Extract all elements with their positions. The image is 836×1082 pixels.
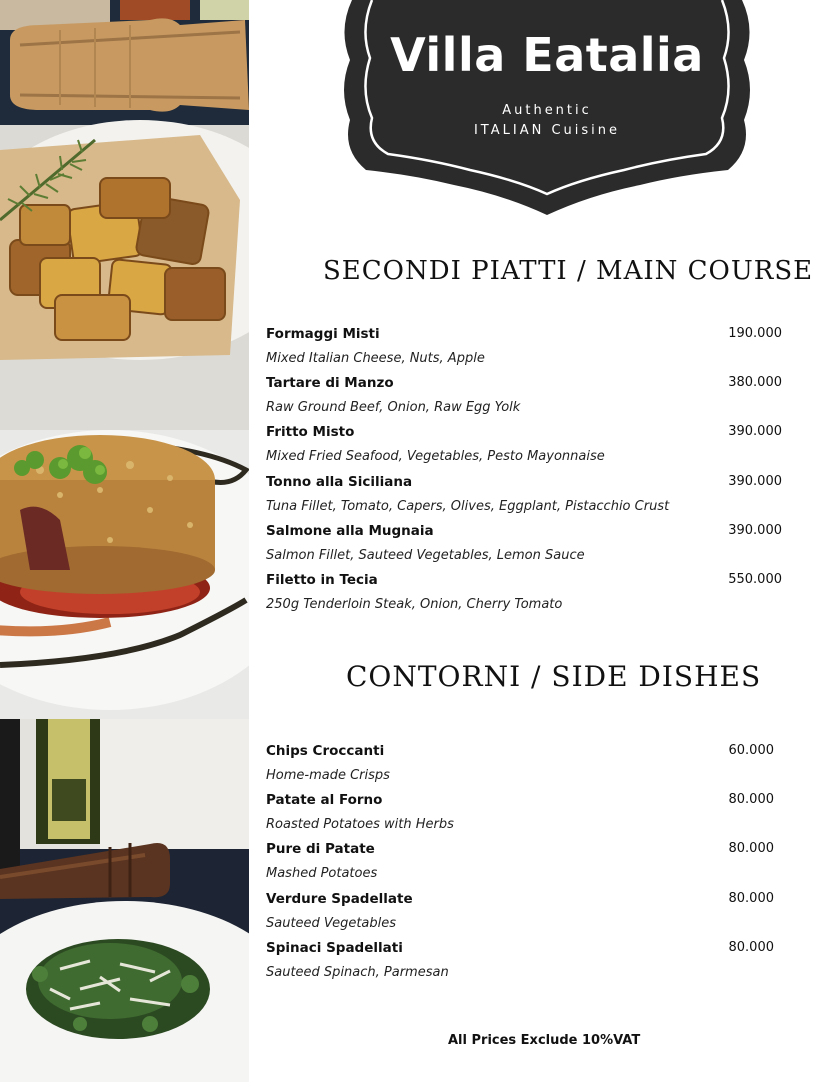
logo-badge — [340, 0, 754, 220]
photo-column — [0, 0, 249, 1082]
menu-item — [266, 790, 778, 839]
photo-roasted-potatoes — [0, 0, 249, 360]
item-name: Chips Croccanti — [266, 743, 385, 759]
photo-spinach — [0, 719, 249, 1082]
item-price: 550.000 — [728, 571, 782, 587]
item-name: Verdure Spadellate — [266, 890, 413, 907]
item-description: Sauteed Vegetables — [266, 915, 397, 931]
item-price: 80.000 — [728, 939, 774, 955]
item-name: Salmone alla Mugnaia — [266, 522, 434, 539]
restaurant-name: Villa Eatalia — [390, 28, 704, 82]
item-description: Raw Ground Beef, Onion, Raw Egg Yolk — [266, 400, 521, 416]
item-price: 80.000 — [728, 792, 774, 808]
item-description: Mashed Potatoes — [266, 866, 378, 882]
menu-list-side-dishes — [266, 741, 778, 987]
item-name: Tartare di Manzo — [266, 375, 394, 392]
item-description: Mixed Fried Seafood, Vegetables, Pesto Mayonnaise — [266, 449, 605, 465]
item-price: 80.000 — [728, 841, 774, 857]
item-price: 390.000 — [728, 522, 782, 538]
item-price: 390.000 — [728, 424, 782, 440]
item-name: Pure di Patate — [266, 841, 375, 858]
menu-list-main-course — [266, 324, 786, 619]
item-description: Home-made Crisps — [266, 768, 390, 783]
item-name: Patate al Forno — [266, 792, 383, 809]
photo-tuna-steak — [0, 360, 249, 719]
menu-item — [266, 521, 786, 570]
item-name: Formaggi Misti — [266, 326, 380, 342]
menu-item — [266, 472, 786, 521]
menu-item — [266, 422, 786, 471]
item-name: Spinaci Spadellati — [266, 939, 403, 956]
item-price: 60.000 — [728, 743, 774, 758]
vat-note: All Prices Exclude 10%VAT — [448, 1033, 641, 1048]
item-description: Roasted Potatoes with Herbs — [266, 817, 454, 833]
tagline-line1: Authentic — [502, 103, 592, 118]
menu-item — [266, 373, 786, 422]
section-title-side-dishes: CONTORNI / SIDE DISHES — [346, 660, 762, 693]
item-name: Filetto in Tecia — [266, 571, 378, 588]
item-price: 80.000 — [728, 890, 774, 906]
item-price: 380.000 — [728, 375, 782, 391]
item-description: Tuna Fillet, Tomato, Capers, Olives, Eggplant, Pistacchio Crust — [266, 498, 670, 514]
menu-item — [266, 938, 778, 987]
item-name: Fritto Misto — [266, 424, 355, 441]
menu-item — [266, 839, 778, 888]
menu-item — [266, 570, 786, 619]
menu-item — [266, 889, 778, 938]
item-description: Sauteed Spinach, Parmesan — [266, 964, 449, 980]
tagline-line2: ITALIAN Cuisine — [473, 123, 621, 138]
section-title-main-course: SECONDI PIATTI / MAIN COURSE — [323, 256, 814, 286]
menu-item — [266, 741, 778, 790]
item-name: Tonno alla Siciliana — [266, 473, 413, 490]
item-description: Salmon Fillet, Sauteed Vegetables, Lemon Sauce — [266, 547, 585, 563]
menu-item — [266, 324, 786, 373]
item-description: 250g Tenderloin Steak, Onion, Cherry Tomato — [266, 596, 563, 612]
item-price: 190.000 — [728, 326, 782, 341]
item-description: Mixed Italian Cheese, Nuts, Apple — [266, 351, 485, 366]
item-price: 390.000 — [728, 473, 782, 489]
